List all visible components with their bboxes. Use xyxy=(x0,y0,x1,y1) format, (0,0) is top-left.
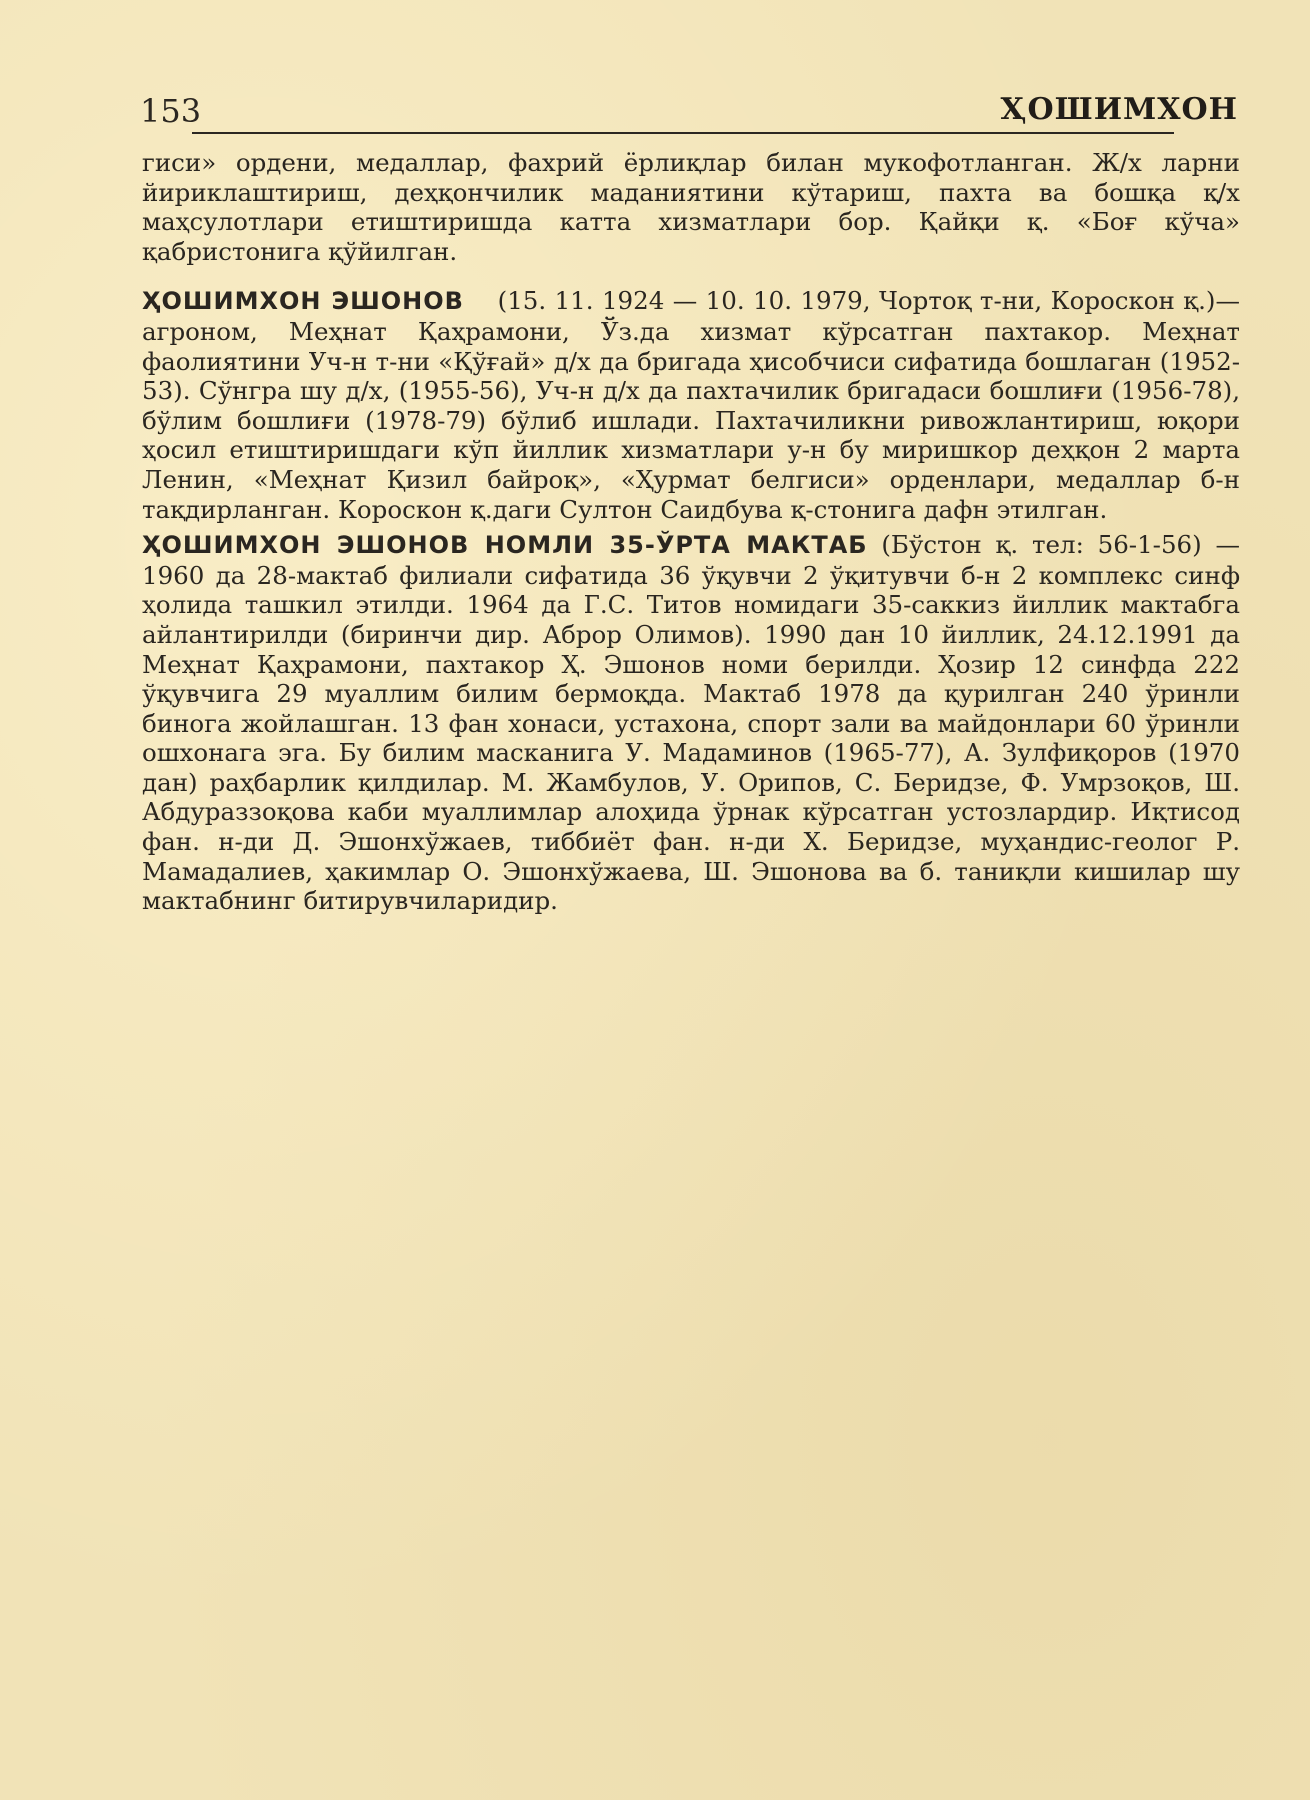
entry-text: (Бўстон қ. тел: 56-1-56) — 1960 да 28-мактаб филиали сифатида 36 ўқувчи 2 ўқитувчи б-н 2 комплекс синф ҳолида ташкил этилди. 1964 да Г.С. Титов номидаги 35-саккиз йиллик мактабга айлантирилди (биринчи дир. Аброр Олимов). 1990 дан 10 йиллик, 24.12.1991 да Меҳнат Қаҳрамони, пахтакор Ҳ. Эшонов номи берилди. Ҳозир 12 синфда 222 ўқувчига 29 муаллим билим бермоқда. Мактаб 1978 да қурилган 240 ўринли бинога жойлашган. 13 фан хонаси, устахона, спорт зали ва майдонлари 60 ўринли ошхонага эга. Бу билим масканига У. Мадаминов (1965-77), А. Зулфиқоров (1970 дан) раҳбарлик қилдилар. М. Жамбулов, У. Орипов, С. Беридзе, Ф. Умрзоқов, Ш. Абдураззоқова каби муаллимлар алоҳида ўрнак кўрсатган устозлардир. Иқтисод фан. н-ди Д. Эшонхўжаев, тиббиёт фан. н-ди Х. Беридзе, муҳандис-геолог Р. Мамадалиев, ҳакимлар О. Эшонхўжаева, Ш. Эшонова ва б. таниқли кишилар шу мактабнинг битирувчиларидир. xyxy=(142,530,1240,916)
entry-headword: ҲОШИМХОН ЭШОНОВ НОМЛИ 35-ЎРТА МАКТАБ xyxy=(142,531,868,560)
entry-headword: ҲОШИМХОН ЭШОНОВ xyxy=(142,287,464,316)
paragraph-text: гиси» ордени, медаллар, фахрий ёрлиқлар билан мукофотланган. Ж/х ларни йириклаштириш, деҳқончилик маданиятини кўтариш, пахта ва бошқа қ/х маҳсулотлари етиштиришда катта хизматлари бор. Қайқи қ. «Боғ кўча» қабристонига қўйилган. xyxy=(142,148,1240,266)
page-number: 153 xyxy=(140,92,202,130)
entry-school-35 xyxy=(142,530,1240,916)
page-header xyxy=(140,92,1238,136)
header-rule xyxy=(192,132,1174,134)
running-head: ҲОШИМХОН xyxy=(1000,92,1238,127)
article-body xyxy=(142,148,1240,916)
paragraph-continuation xyxy=(142,148,1240,266)
entry-hoshimkhon-eshonov xyxy=(142,286,1240,524)
entry-text: (15. 11. 1924 — 10. 10. 1979, Чортоқ т-ни, Короскон қ.)—агроном, Меҳнат Қаҳрамони, Ўз.да хизмат кўрсатган пахтакор. Меҳнат фаолиятини Уч-н т-ни «Қўғай» д/х да бригада ҳисобчиси сифатида бошлаган (1952-53). Сўнгра шу д/х, (1955-56), Уч-н д/х да пахтачилик бригадаси бошлиғи (1956-78), бўлим бошлиғи (1978-79) бўлиб ишлади. Пахтачиликни ривожлантириш, юқори ҳосил етиштиришдаги кўп йиллик хизматлари у-н бу миришкор деҳқон 2 марта Ленин, «Меҳнат Қизил байроқ», «Ҳурмат белгиси» орденлари, медаллар б-н тақдирланган. Короскон қ.даги Султон Саидбува қ-стонига дафн этилган. xyxy=(142,286,1240,524)
